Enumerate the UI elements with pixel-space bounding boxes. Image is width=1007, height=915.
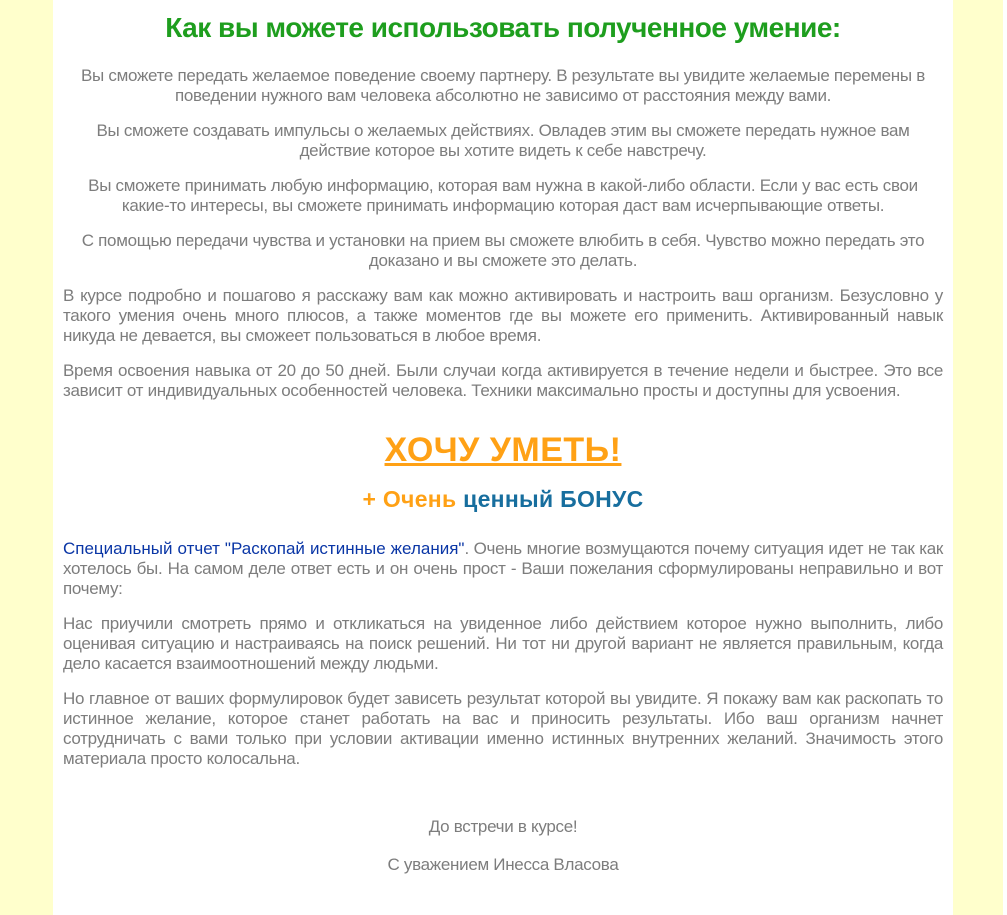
- bonus-blue-text: ценный БОНУС: [463, 486, 644, 512]
- special-report-link[interactable]: Специальный отчет "Раскопай истинные желания": [63, 539, 465, 558]
- paragraph-habits: Нас приучили смотреть прямо и откликаться на увиденное либо действием которое нужно выполнить, либо оценивая ситуацию и настраиваясь на поиск решений. Ни тот ни другой вариант не является правильным, когда дело касается взаимоотношений между людьми.: [63, 614, 943, 673]
- content-area: [53, 0, 953, 915]
- special-report-rest-text: . Очень многие возмущаются почему ситуация идет не так как хотелось бы. На самом деле ответ есть и он очень прост - Ваши пожелания сформулированы неправильно и вот почему:: [63, 539, 944, 598]
- paragraph-course-details: В курсе подробно и пошагово я расскажу вам как можно активировать и настроить ваш организм. Безусловно у такого умения очень много плюсов, а также моментов где вы можете его применить. Активированный навык никуда не девается, вы сможеет пользоваться в любое время.: [63, 286, 943, 345]
- paragraph-intro-3: Вы сможете принимать любую информацию, которая вам нужна в какой-либо области. Если у вас есть свои какие-то интересы, вы сможете принимать информацию которая даст вам исчерпывающие ответы.: [88, 176, 918, 215]
- paragraph-learning-time: Время освоения навыка от 20 до 50 дней. Были случаи когда активируется в течение недели и быстрее. Это все зависит от индивидуальных особенностей человека. Техники максимально просты и доступны для усвоения.: [63, 361, 943, 400]
- paragraph-special-report: [63, 539, 943, 599]
- footer-farewell: До встречи в курсе!: [428, 817, 578, 836]
- paragraph-intro-4: С помощью передачи чувства и установки на прием вы сможете влюбить в себя. Чувство можно передать это доказано и вы сможете это делать.: [81, 231, 925, 270]
- bonus-orange-text: + Очень: [362, 486, 464, 512]
- page-title: Как вы можете использовать полученное умение:: [165, 12, 841, 43]
- paragraph-formulations: Но главное от ваших формулировок будет зависеть результат которой вы увидите. Я покажу вам как раскопать то истинное желание, которое станет работать на вас и приносить результаты. Ибо ваш организм начнет сотрудничать с вами только при условии активации именно истинных внутренних желаний. Значимость этого материала просто колосальна.: [63, 689, 943, 768]
- footer-signature: С уважением Инесса Власова: [387, 855, 619, 874]
- cta-link[interactable]: ХОЧУ УМЕТЬ!: [384, 431, 622, 469]
- paragraph-intro-2: Вы сможете создавать импульсы о желаемых действиях. Овладев этим вы сможете передать нужное вам действие которое вы хотите видеть к себе навстречу.: [96, 121, 910, 160]
- paragraph-intro-1: Вы сможете передать желаемое поведение своему партнеру. В результате вы увидите желаемые перемены в поведении нужного вам человека абсолютно не зависимо от расстояния между вами.: [81, 66, 925, 105]
- cta-container: [63, 431, 943, 470]
- bonus-heading: [63, 486, 943, 513]
